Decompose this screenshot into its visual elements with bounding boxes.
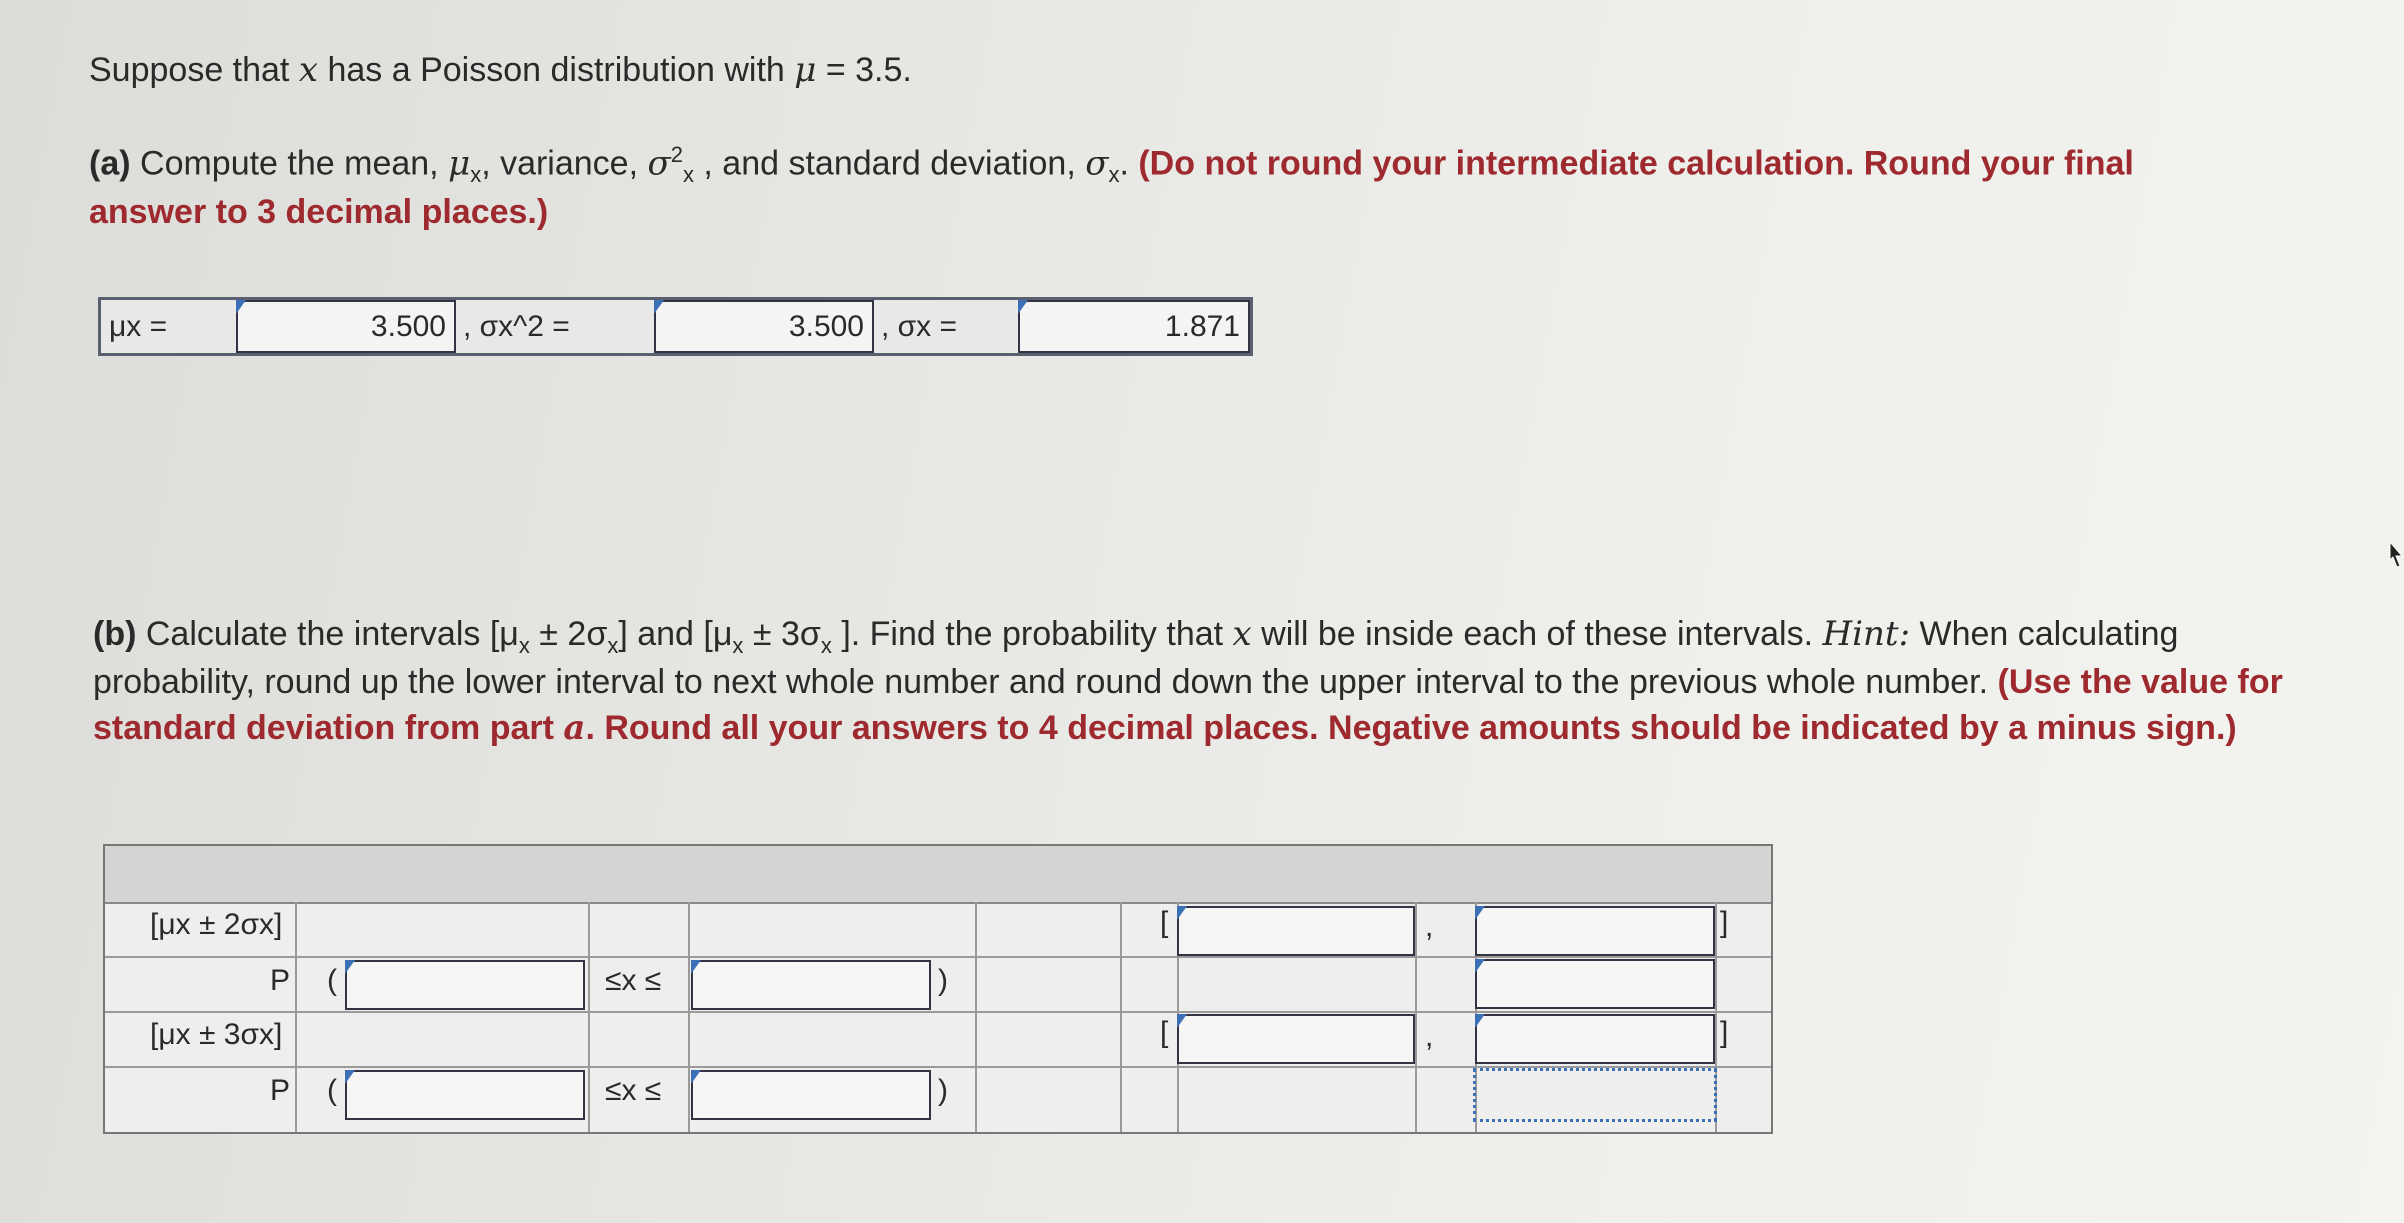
comma-sep: , [1425,910,1434,943]
part-b-hint-label: Hint: [1822,614,1911,654]
prob3-answer-input[interactable] [1473,1068,1717,1122]
interval2-upper-input[interactable] [1475,906,1715,956]
intro-line [89,48,912,94]
close-paren: ) [938,1074,948,1107]
col-divider [588,902,590,1132]
part-a-text2: , variance, [481,144,648,183]
row-divider [105,956,1771,958]
input-flag-icon [1475,959,1485,973]
open-paren: ( [327,964,337,997]
mean-input[interactable]: 3.500 [236,300,456,353]
input-flag-icon [691,960,701,974]
part-b-sub3: x [732,632,744,658]
input-flag-icon [345,1070,355,1084]
part-b-text6: will be inside each of these intervals. [1251,615,1823,653]
part-a-text1: Compute the mean, [130,144,449,183]
part-b-text2: ± 2σ [529,615,608,653]
part-a-instruction: (Do not round your intermediate calculation. Round your final answer to 3 decimal places.) [89,144,2134,231]
part-b-question [93,612,2343,752]
input-flag-icon [236,300,246,314]
variance-label: , σx^2 = [463,310,570,343]
part-b-text3: ] and [μ [618,615,733,653]
intro-middle: has a Poisson distribution with [318,51,795,89]
part-b-sub1: x [518,632,530,658]
col-divider [1120,902,1122,1132]
part-b-instr-b: . Round all your answers to 4 decimal places. Negative amounts should be indicated by a minus sign.) [585,709,2237,748]
open-paren: ( [327,1074,337,1107]
close-bracket: ] [1720,1016,1729,1049]
part-b-label: (b) [93,615,137,653]
open-bracket: [ [1160,1016,1169,1049]
part-b-instr-a: (Use the value for standard deviation from part [93,663,2283,748]
part-a-label: (a) [89,144,131,183]
interval3-upper-input[interactable] [1475,1014,1715,1064]
variance-input[interactable]: 3.500 [654,300,874,353]
col-divider [1415,902,1417,1132]
prob3-upper-input[interactable] [691,1070,931,1120]
part-a-sub-x2: x [682,162,694,188]
intro-prefix: Suppose that [89,51,299,89]
prob3-lower-input[interactable] [345,1070,585,1120]
sd-label: , σx = [881,310,958,343]
interval3-label: [μx ± 3σx] [150,1018,283,1051]
part-a-answer-table [98,297,1253,356]
part-b-var: x [1232,614,1252,654]
part-a-sub-x3: x [1108,162,1120,188]
comma-sep: , [1425,1020,1434,1053]
part-a-sigma2: σ [1085,143,1109,184]
input-flag-icon [654,300,664,314]
cursor-icon [2388,540,2404,580]
ineq-label: ≤x ≤ [605,1074,662,1107]
col-divider [688,902,690,1132]
interval2-label: [μx ± 2σx] [150,908,283,941]
part-a-sup2: 2 [670,142,683,167]
mean-label: μx = [109,310,168,343]
part-b-answer-table [103,844,1773,1134]
table-header [105,846,1771,904]
col-divider [295,902,297,1132]
part-b-instr-italic: a [563,708,586,749]
intro-var: x [298,50,319,90]
part-b-sub4: x [820,632,832,658]
ineq-label: ≤x ≤ [605,964,662,997]
input-flag-icon [1018,300,1028,314]
input-flag-icon [345,960,355,974]
prob-label: P [270,964,291,997]
col-divider [975,902,977,1132]
part-a-question [89,140,2249,236]
row-divider [105,1011,1771,1013]
part-b-text4: ± 3σ [743,615,821,653]
intro-mu: μ [794,50,817,90]
sd-input[interactable]: 1.871 [1018,300,1250,353]
part-a-sigma: σ [647,143,671,184]
prob-label: P [270,1074,291,1107]
part-a-mu: μ [448,143,471,184]
prob2-upper-input[interactable] [691,960,931,1010]
prob2-lower-input[interactable] [345,960,585,1010]
input-flag-icon [691,1070,701,1084]
part-a-sub-x: x [470,162,482,188]
part-a-text3: , and standard deviation, [693,144,1086,183]
close-paren: ) [938,964,948,997]
input-flag-icon [1475,906,1485,920]
part-b-text1: Calculate the intervals [μ [136,615,519,653]
intro-suffix: = 3.5. [816,51,912,89]
part-b-sub2: x [607,632,619,658]
input-flag-icon [1475,1014,1485,1028]
close-bracket: ] [1720,906,1729,939]
input-flag-icon [1177,1014,1187,1028]
input-flag-icon [1177,906,1187,920]
part-b-text5: ]. Find the probability that [831,615,1233,653]
open-bracket: [ [1160,906,1169,939]
interval3-lower-input[interactable] [1177,1014,1415,1064]
interval2-lower-input[interactable] [1177,906,1415,956]
prob2-answer-input[interactable] [1475,959,1715,1009]
part-a-text4: . [1119,144,1139,183]
part-b-hint-text: When calculating probability, round up the lower interval to next whole number and round down the upper interval to the previous whole number. [93,615,2179,702]
